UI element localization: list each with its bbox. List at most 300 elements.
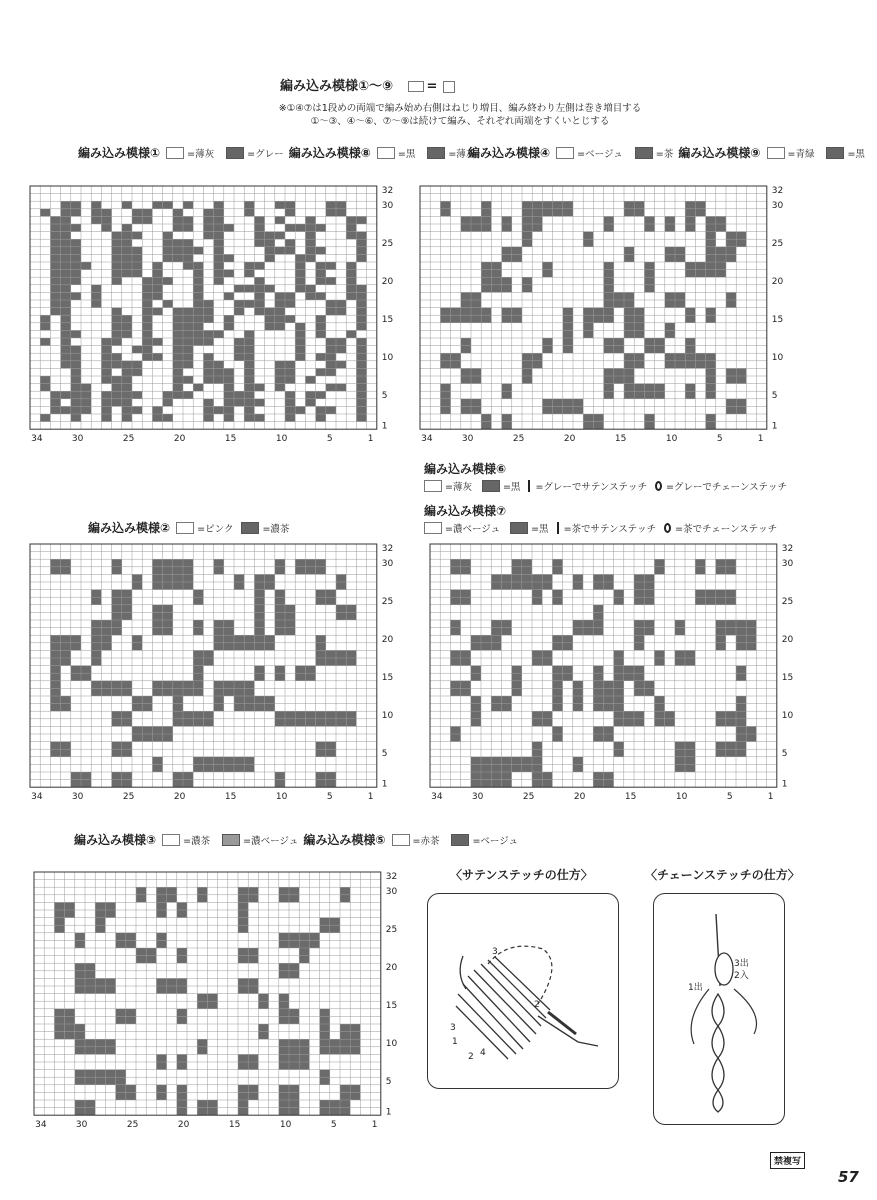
chart-cell xyxy=(132,391,142,399)
chart-cell xyxy=(532,590,542,598)
chart-cell xyxy=(163,567,173,575)
col-tick-label: 30 xyxy=(461,434,474,445)
swatch-dark xyxy=(241,522,259,534)
chart-cell xyxy=(336,209,346,217)
chart-cell xyxy=(603,681,613,689)
chart-cell xyxy=(665,361,675,369)
chart-cell xyxy=(112,270,122,278)
chart-cell xyxy=(634,597,644,605)
chart-cell xyxy=(695,262,705,270)
chart-cell xyxy=(234,757,244,765)
chart-cell xyxy=(695,209,705,217)
chart-cell xyxy=(224,368,234,376)
chart-cell xyxy=(340,1100,350,1108)
chart-cell xyxy=(285,315,295,323)
chart-cell xyxy=(224,643,234,651)
chart-cell xyxy=(285,247,295,255)
chart-cell xyxy=(203,216,213,224)
chart-cell xyxy=(634,688,644,696)
chart-cell xyxy=(279,1062,289,1070)
chart-cell xyxy=(644,270,654,278)
chart-cell xyxy=(126,940,136,948)
chart-cell xyxy=(112,628,122,636)
chart-cell xyxy=(522,376,532,384)
chart-cell xyxy=(54,925,64,933)
chart-cell xyxy=(440,201,450,209)
chart-cell xyxy=(336,201,346,209)
chart-cell xyxy=(112,338,122,346)
chart-cell xyxy=(573,574,583,582)
chart-cell xyxy=(655,384,665,392)
chart-cell xyxy=(214,635,224,643)
chart-cell xyxy=(450,628,460,636)
chart-cell xyxy=(285,201,295,209)
chart-cell xyxy=(685,209,695,217)
chart-cell xyxy=(54,918,64,926)
chart-cell xyxy=(634,209,644,217)
chart-cell xyxy=(316,353,326,361)
chart-cell xyxy=(634,308,644,316)
chart-cell xyxy=(173,574,183,582)
chart-cell xyxy=(471,399,481,407)
chart-cell xyxy=(238,1062,248,1070)
row-tick-label: 15 xyxy=(385,1001,398,1011)
chart-cell xyxy=(316,224,326,232)
chart-cell xyxy=(320,1070,330,1078)
chart-cell xyxy=(214,757,224,765)
col-tick-label: 25 xyxy=(122,434,135,445)
chart-cell xyxy=(214,270,224,278)
chart-cell xyxy=(234,285,244,293)
chart-cell xyxy=(726,559,736,567)
chart-cell xyxy=(644,384,654,392)
chart-cell xyxy=(50,688,60,696)
chart-cell xyxy=(316,719,326,727)
chart-cell xyxy=(299,948,309,956)
chart-cell xyxy=(542,711,552,719)
chart-cell xyxy=(736,628,746,636)
swatch-light xyxy=(162,834,180,846)
chart-cell xyxy=(461,681,471,689)
chart-cell xyxy=(224,406,234,414)
col-tick-label: 1 xyxy=(367,792,374,803)
chart-cell xyxy=(316,292,326,300)
chart-cell xyxy=(85,963,95,971)
chart-cell xyxy=(563,666,573,674)
chart-cell xyxy=(112,772,122,780)
chart-cell xyxy=(50,559,60,567)
row-tick-label: 32 xyxy=(385,871,398,882)
chart-cell xyxy=(461,338,471,346)
chart-cell xyxy=(193,338,203,346)
chart-cell xyxy=(706,384,716,392)
key-text: =黒 xyxy=(531,524,549,535)
chart-cell xyxy=(61,361,71,369)
chart-cell xyxy=(634,384,644,392)
chart-cell xyxy=(726,368,736,376)
chart-cell xyxy=(553,399,563,407)
chart-cell xyxy=(173,391,183,399)
chart-cell xyxy=(481,772,491,780)
chart-cell xyxy=(177,1062,187,1070)
chart-cell xyxy=(112,620,122,628)
chart-cell xyxy=(295,559,305,567)
chart-cell xyxy=(330,1047,340,1055)
chart-cell xyxy=(706,414,716,422)
chart-cell xyxy=(501,757,511,765)
col-tick-label: 15 xyxy=(614,434,627,445)
chart-cell xyxy=(265,254,275,262)
chart-cell xyxy=(603,696,613,704)
chart-cell xyxy=(552,643,562,651)
chart-cell xyxy=(542,270,552,278)
chart-cell xyxy=(193,330,203,338)
chart-cell xyxy=(116,1016,126,1024)
chart-cell xyxy=(234,308,244,316)
chart-cell xyxy=(105,1077,115,1085)
chart-cell xyxy=(238,1108,248,1116)
chart-cell xyxy=(116,1092,126,1100)
chart-cell xyxy=(502,254,512,262)
chart-cell xyxy=(346,270,356,278)
col-tick-label: 10 xyxy=(275,792,288,803)
chart-cell xyxy=(471,376,481,384)
chart-cell xyxy=(254,414,264,422)
chart-cell xyxy=(112,605,122,613)
chart-cell xyxy=(122,247,132,255)
chart-cell xyxy=(275,612,285,620)
key-text: =黒 xyxy=(397,148,416,160)
chart-cell xyxy=(726,749,736,757)
chart-cell xyxy=(501,696,511,704)
chart-cell xyxy=(289,1085,299,1093)
chart-cell xyxy=(203,300,213,308)
chart-cell xyxy=(122,391,132,399)
chart-cell xyxy=(173,308,183,316)
chart-cell xyxy=(279,963,289,971)
chart-cell xyxy=(112,330,122,338)
chart-cell xyxy=(183,559,193,567)
chart-cell xyxy=(532,749,542,757)
chart-cell xyxy=(350,1085,360,1093)
chart-cell xyxy=(183,772,193,780)
chart-cell xyxy=(101,681,111,689)
chart-cell xyxy=(522,277,532,285)
chart-cell xyxy=(75,1024,85,1032)
chart-cell xyxy=(289,1092,299,1100)
chain-stitch-diagram xyxy=(653,893,785,1125)
row-tick-label: 10 xyxy=(385,1039,398,1049)
chart-cell xyxy=(440,315,450,323)
chart-cell xyxy=(461,399,471,407)
chart-cell xyxy=(573,704,583,712)
chart-cell xyxy=(132,247,142,255)
chart-cell xyxy=(254,216,264,224)
chart-cell xyxy=(356,308,366,316)
chart-cell xyxy=(736,643,746,651)
chart-cell xyxy=(193,764,203,772)
chart-cell xyxy=(177,978,187,986)
chart-cell xyxy=(491,277,501,285)
chart-cell xyxy=(604,391,614,399)
chart-cell xyxy=(481,277,491,285)
chart-cell xyxy=(665,323,675,331)
chart-cell xyxy=(706,247,716,255)
chart-cell xyxy=(142,704,152,712)
chart-cell xyxy=(112,391,122,399)
chart-cell xyxy=(573,628,583,636)
chart-cell xyxy=(101,406,111,414)
chart-cell xyxy=(573,582,583,590)
chart-cell xyxy=(40,323,50,331)
chart-cell xyxy=(695,361,705,369)
chart-cell xyxy=(122,254,132,262)
chart-cell xyxy=(563,201,573,209)
chart-cell xyxy=(214,368,224,376)
chart-cell xyxy=(71,391,81,399)
chart-cell xyxy=(244,330,254,338)
chart-9-label: 編み込み模様⑨ xyxy=(678,146,761,160)
chart-cell xyxy=(336,384,346,392)
chart-cell xyxy=(532,582,542,590)
chart-cell xyxy=(685,346,695,354)
chart-cell xyxy=(152,605,162,613)
chart-cell xyxy=(746,643,756,651)
chart-cell xyxy=(644,628,654,636)
col-tick-label: 15 xyxy=(624,792,637,803)
chart-cell xyxy=(675,749,685,757)
chart-cell xyxy=(193,323,203,331)
chart-cell xyxy=(614,590,624,598)
chart-cell xyxy=(705,597,715,605)
chart-cell xyxy=(471,666,481,674)
chart-cell xyxy=(112,277,122,285)
chart-cell xyxy=(542,262,552,270)
chart-cell xyxy=(336,612,346,620)
chart-cell xyxy=(644,277,654,285)
chart-cell xyxy=(644,391,654,399)
key-text: =ベージュ xyxy=(577,148,623,160)
chart-cell xyxy=(254,635,264,643)
chart-cell xyxy=(532,361,542,369)
col-tick-label: 15 xyxy=(224,792,237,803)
chart-cell xyxy=(71,346,81,354)
chart-cell xyxy=(207,1108,217,1116)
chart-cell xyxy=(275,376,285,384)
chart-cell xyxy=(675,757,685,765)
title-swatch-stitch xyxy=(443,81,455,93)
chart-cell xyxy=(316,749,326,757)
chart-cell xyxy=(336,650,346,658)
chart-cell xyxy=(85,1108,95,1116)
chart-cell xyxy=(461,567,471,575)
chart-cell xyxy=(614,338,624,346)
chart-cell xyxy=(197,895,207,903)
chart-cell xyxy=(203,308,213,316)
chart-cell xyxy=(214,247,224,255)
chart-cell xyxy=(101,224,111,232)
chart-6-label: 編み込み模様⑥ xyxy=(424,462,507,476)
chart-cell xyxy=(254,582,264,590)
chart-cell xyxy=(326,406,336,414)
chart-cell xyxy=(675,300,685,308)
chart-cell xyxy=(593,414,603,422)
chart-cell xyxy=(193,688,203,696)
chart-cell xyxy=(244,368,254,376)
chart-cell xyxy=(248,986,258,994)
chart-cell xyxy=(156,933,166,941)
chart-cell xyxy=(736,742,746,750)
chart-cell xyxy=(224,620,234,628)
chart-cell xyxy=(542,719,552,727)
chart-cell xyxy=(152,338,162,346)
chart-cell xyxy=(50,254,60,262)
chart-cell xyxy=(214,628,224,636)
chart-cell xyxy=(603,734,613,742)
chart-cell xyxy=(279,895,289,903)
chart-cell xyxy=(665,300,675,308)
chart-cell xyxy=(244,688,254,696)
chart-cell xyxy=(81,780,91,788)
chart-cell xyxy=(122,711,132,719)
chart-cell xyxy=(265,247,275,255)
chart-cell xyxy=(736,406,746,414)
chart-cell xyxy=(736,704,746,712)
chart-cell xyxy=(244,757,254,765)
key-text: =薄灰 xyxy=(187,148,215,160)
chart-cell xyxy=(471,711,481,719)
chart-cell xyxy=(450,650,460,658)
chart-cell xyxy=(726,247,736,255)
chart-cell xyxy=(614,346,624,354)
chart-cell xyxy=(356,353,366,361)
chart-cell xyxy=(238,1085,248,1093)
chart-cell xyxy=(193,757,203,765)
swatch-light xyxy=(392,834,410,846)
chart-cell xyxy=(634,315,644,323)
chart-cell xyxy=(340,1047,350,1055)
chart-cell xyxy=(320,1047,330,1055)
chart-cell xyxy=(238,887,248,895)
chart-cell xyxy=(244,696,254,704)
chart-cell xyxy=(75,971,85,979)
chart-cell xyxy=(716,270,726,278)
chart-cell xyxy=(356,292,366,300)
chart-cell xyxy=(101,399,111,407)
chart-cell xyxy=(532,764,542,772)
copy-prohibited-stamp: 禁複写 xyxy=(770,1152,805,1169)
chart-cell xyxy=(285,376,295,384)
chart-cell xyxy=(634,574,644,582)
chart-cell xyxy=(65,902,75,910)
key-text: =グレーでチェーンステッチ xyxy=(665,482,787,493)
chart-cell xyxy=(604,384,614,392)
chart-cell xyxy=(634,361,644,369)
title-swatch-white xyxy=(408,81,424,92)
chart-cell xyxy=(665,353,675,361)
chart-cell xyxy=(461,597,471,605)
chart-cell xyxy=(726,406,736,414)
legend-chart-1 xyxy=(78,140,475,161)
chart-cell xyxy=(746,635,756,643)
chart-cell xyxy=(644,224,654,232)
chart-cell xyxy=(316,567,326,575)
chart-cell xyxy=(330,1108,340,1116)
chart-cell xyxy=(122,681,132,689)
chart-cell xyxy=(461,368,471,376)
chart-cell xyxy=(491,620,501,628)
row-tick-label: 1 xyxy=(385,1107,392,1118)
chart-cell xyxy=(350,1039,360,1047)
chart-cell xyxy=(356,361,366,369)
chart-cell xyxy=(116,933,126,941)
satin-label: 3 xyxy=(450,1023,456,1033)
chart-cell xyxy=(214,361,224,369)
chart-cell xyxy=(583,239,593,247)
chart-cell xyxy=(214,254,224,262)
chart-cell xyxy=(603,780,613,788)
chart-cell xyxy=(163,612,173,620)
chart-cell xyxy=(285,368,295,376)
chart-cell xyxy=(71,239,81,247)
chart-cell xyxy=(193,628,203,636)
chart-cell xyxy=(112,308,122,316)
chart-cell xyxy=(512,757,522,765)
chart-cell xyxy=(289,1016,299,1024)
chart-cell xyxy=(603,726,613,734)
chart-cell xyxy=(265,323,275,331)
chart-cell xyxy=(156,895,166,903)
swatch-light xyxy=(424,522,442,534)
chart-cell xyxy=(173,224,183,232)
chart-cell xyxy=(54,1016,64,1024)
row-tick-label: 25 xyxy=(771,239,784,249)
chart-cell xyxy=(440,399,450,407)
chart-cell xyxy=(665,711,675,719)
chart-cell xyxy=(152,582,162,590)
chart-cell xyxy=(512,559,522,567)
chart-cell xyxy=(132,406,142,414)
chart-cell xyxy=(142,726,152,734)
chart-cell xyxy=(71,666,81,674)
chart-cell xyxy=(61,262,71,270)
chart-cell xyxy=(234,582,244,590)
chart-cell xyxy=(522,201,532,209)
chart-cell xyxy=(316,262,326,270)
chart-cell xyxy=(726,292,736,300)
chart-cell xyxy=(279,971,289,979)
chart-cell xyxy=(152,292,162,300)
chart-cell xyxy=(244,764,254,772)
chart-cell xyxy=(142,300,152,308)
chart-3-grid xyxy=(34,872,405,1133)
chart-cell xyxy=(685,224,695,232)
chart-cell xyxy=(156,1054,166,1062)
chart-cell xyxy=(61,338,71,346)
chart-cell xyxy=(50,673,60,681)
chart-cell xyxy=(634,330,644,338)
chart-cell xyxy=(614,742,624,750)
chart-cell xyxy=(275,597,285,605)
chart-cell xyxy=(336,338,346,346)
chart-cell xyxy=(593,681,603,689)
chart-cell xyxy=(50,232,60,240)
chart-cell xyxy=(85,1047,95,1055)
chart-cell xyxy=(177,1016,187,1024)
chart-cell xyxy=(726,742,736,750)
chart-cell xyxy=(112,567,122,575)
row-tick-label: 30 xyxy=(381,201,394,211)
